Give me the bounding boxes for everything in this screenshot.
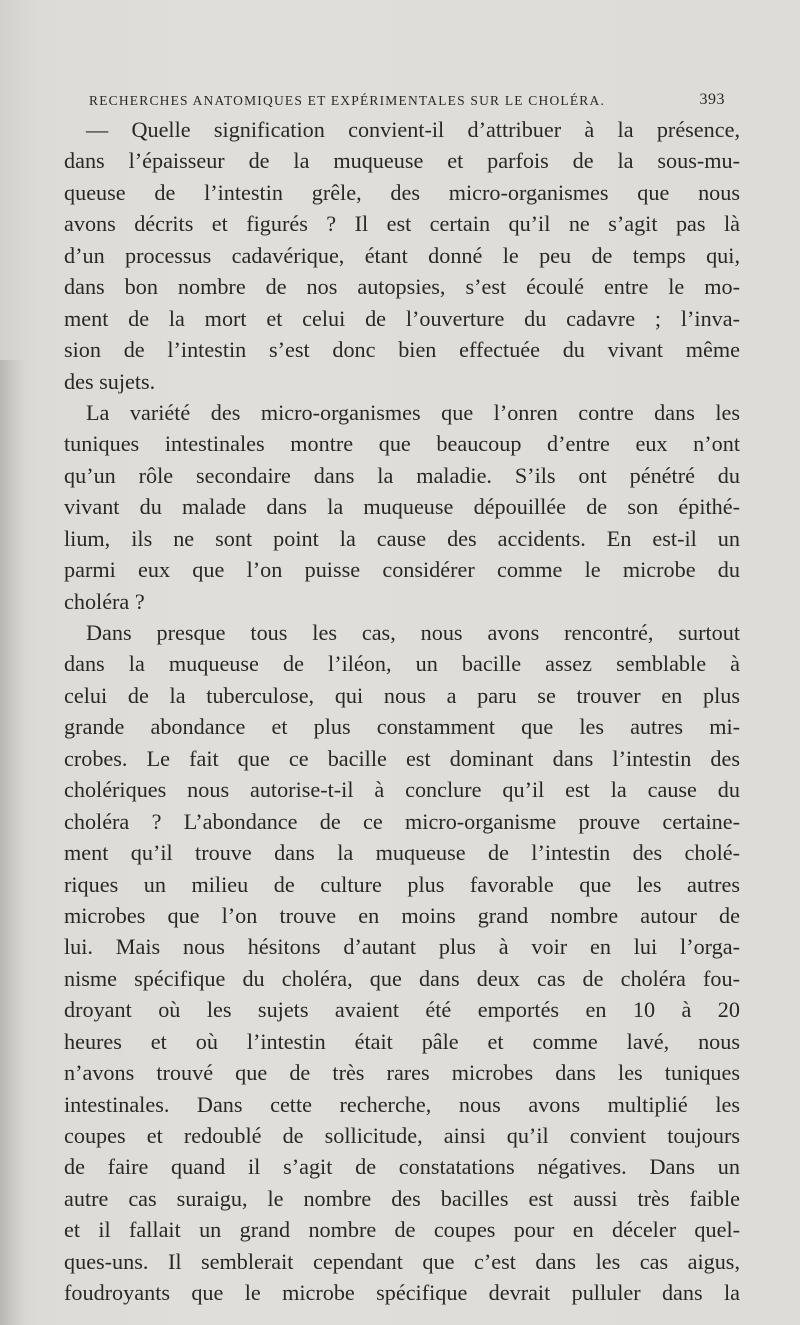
text-line: nisme spécifique du choléra, que dans deux cas de choléra fou- (64, 965, 740, 991)
text-line: celui de la tuberculose, qui nous a paru se trouver en plus (64, 682, 740, 708)
text-line: Dans presque tous les cas, nous avons rencontré, surtout (86, 620, 740, 645)
text-line: dans bon nombre de nos autopsies, s’est écoulé entre le mo- (64, 274, 740, 300)
text-line: cholériques nous autorise-t-il à conclure qu’il est la cause du (64, 777, 740, 803)
text-line: choléra ? L’abondance de ce micro-organisme prouve certaine- (64, 808, 740, 834)
text-line: ment de la mort et celui de l’ouverture du cadavre ; l’inva- (64, 305, 740, 331)
text-line: intestinales. Dans cette recherche, nous avons multiplié les (64, 1091, 740, 1117)
text-line: La variété des micro-organismes que l’onren contre dans les (86, 399, 740, 425)
text-line: foudroyants que le microbe spécifique devrait pulluler dans la (64, 1280, 740, 1306)
text-line: — Quelle signification convient-il d’attribuer à la présence, (86, 117, 740, 142)
text-line: grande abondance et plus constamment que les autres mi- (64, 714, 740, 740)
text-line: heures et où l’intestin était pâle et comme lavé, nous (64, 1028, 740, 1054)
text-line: ment qu’il trouve dans la muqueuse de l’intestin des cholé- (64, 840, 740, 866)
text-line: dans l’épaisseur de la muqueuse et parfois de la sous-mu- (64, 148, 740, 174)
page-gutter-shadow (0, 360, 26, 1325)
text-line: droyant où les sujets avaient été emportés en 10 à 20 (64, 997, 740, 1023)
text-line: des sujets. (64, 368, 156, 394)
text-line: vivant du malade dans la muqueuse dépouillée de son épithé- (64, 494, 740, 520)
text-line: de faire quand il s’agit de constatations négatives. Dans un (64, 1154, 740, 1180)
text-line: riques un milieu de culture plus favorable que les autres (64, 871, 740, 897)
text-line: parmi eux que l’on puisse considérer comme le microbe du (64, 557, 740, 583)
page-number: 393 (699, 91, 725, 108)
text-line: n’avons trouvé que de très rares microbes dans les tuniques (64, 1060, 740, 1086)
text-line: dans la muqueuse de l’iléon, un bacille assez semblable à (64, 651, 740, 677)
text-line: tuniques intestinales montre que beaucoup d’entre eux n’ont (64, 431, 740, 457)
text-line: ques-uns. Il semblerait cependant que c’est dans les cas aigus, (64, 1248, 740, 1274)
text-line: choléra ? (64, 588, 145, 614)
text-line: sion de l’intestin s’est donc bien effectuée du vivant même (64, 337, 740, 363)
text-line: d’un processus cadavérique, étant donné le peu de temps qui, (64, 242, 740, 268)
text-line: autre cas suraigu, le nombre des bacilles est aussi très faible (64, 1185, 740, 1211)
running-head: RECHERCHES ANATOMIQUES ET EXPÉRIMENTALES SUR LE CHOLÉRA. (89, 93, 606, 108)
text-line: coupes et redoublé de sollicitude, ainsi qu’il convient toujours (64, 1123, 740, 1148)
text-line: lui. Mais nous hésitons d’autant plus à voir en lui l’orga- (64, 934, 740, 960)
text-line: avons décrits et figurés ? Il est certain qu’il ne s’agit pas là (64, 211, 740, 237)
body-text (64, 114, 740, 1309)
text-line: microbes que l’on trouve en moins grand nombre autour de (64, 902, 740, 928)
text-line: queuse de l’intestin grêle, des micro-organismes que nous (64, 179, 740, 205)
text-line: qu’un rôle secondaire dans la maladie. S’ils ont pénétré du (64, 462, 740, 488)
text-line: lium, ils ne sont point la cause des accidents. En est-il un (64, 525, 740, 551)
text-line: crobes. Le fait que ce bacille est dominant dans l’intestin des (64, 745, 740, 771)
text-line: et il fallait un grand nombre de coupes pour en déceler quel- (64, 1217, 740, 1243)
